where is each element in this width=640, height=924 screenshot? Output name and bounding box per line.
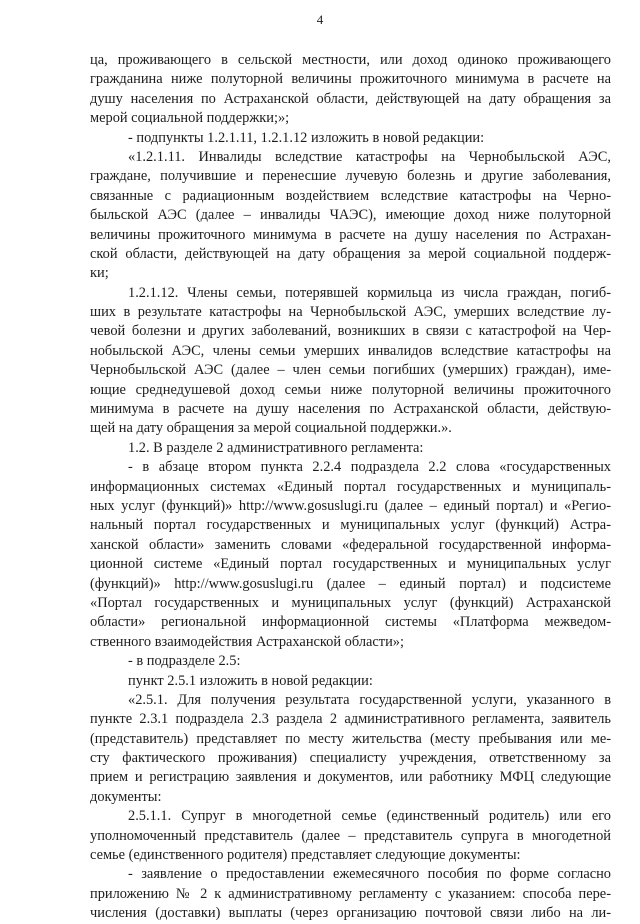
text-line: «2.5.1. Для получения результата государственной услуги, указанного в — [128, 691, 611, 708]
text-line: - в подразделе 2.5: — [128, 653, 241, 670]
text-line: мерой социальной поддержки;»; — [90, 110, 290, 127]
text-line: ющие среднедушевой доход семьи ниже полуторной величины прожиточного — [90, 381, 611, 398]
text-line: прием и регистрацию заявления и документов, или работнику МФЦ следующие — [90, 769, 611, 786]
text-line: 1.2.1.12. Члены семьи, потерявшей кормильца из числа граждан, погиб- — [128, 284, 611, 301]
text-line: связанные с радиационным воздействием вследствие катастрофы на Черно- — [90, 187, 611, 204]
text-line: приложению № 2 к административному регламенту с указанием: способа пере- — [90, 885, 611, 902]
text-line: сту фактического проживания) специалисту учреждения, ответственному за — [90, 750, 611, 767]
text-line: «Портал государственных и муниципальных услуг (функций) Астраханской — [90, 594, 611, 611]
text-line: - в абзаце втором пункта 2.2.4 подраздела 2.2 слова «государственных — [128, 459, 611, 476]
text-line: гражданина ниже полуторной величины прожиточного минимума в расчете на — [90, 71, 611, 88]
text-line: минимума в расчете на душу населения по Астраханской области, действую- — [90, 401, 611, 418]
text-line: ской области, действующей на дату обращения за мерой социальной поддерж- — [90, 245, 611, 262]
text-line: (представитель) представляет по месту жительства (месту пребывания или ме- — [90, 730, 611, 747]
text-line: нобыльской АЭС, члены семьи умерших инвалидов вследствие катастрофы на — [90, 342, 611, 359]
text-line: Чернобыльской АЭС (далее – член семьи погибших (умерших) граждан), име- — [90, 362, 611, 379]
text-line: ханской области» заменить словами «федеральной государственной информа- — [90, 536, 611, 553]
text-line: (функций)» http://www.gosuslugi.ru (далее – единый портал) и подсистеме — [90, 575, 611, 592]
text-line: - подпункты 1.2.1.11, 1.2.1.12 изложить в новой редакции: — [128, 129, 485, 146]
text-line: граждане, получившие и перенесшие лучевую болезнь и другие заболевания, — [90, 168, 611, 185]
text-line: ших в результате катастрофы на Чернобыльской АЭС, умерших вследствие лу- — [90, 304, 611, 321]
text-line: 1.2. В разделе 2 административного регламента: — [128, 439, 424, 456]
text-line: «1.2.1.11. Инвалиды вследствие катастрофы на Чернобыльской АЭС, — [128, 148, 611, 165]
text-line: документы: — [90, 788, 162, 805]
text-line: нальный портал государственных и муниципальных услуг (функций) Астра- — [90, 517, 611, 534]
text-line: информационных системах «Единый портал государственных и муниципаль- — [90, 478, 611, 495]
text-line: ки; — [90, 265, 109, 282]
text-line: быльской АЭС (далее – инвалиды ЧАЭС), имеющие доход ниже полуторной — [90, 207, 611, 224]
text-line: уполномоченный представитель (далее – представитель супруга в многодетной — [90, 827, 611, 844]
text-line: душу населения по Астраханской области, действующей на дату обращения за — [90, 90, 611, 107]
text-line: величины прожиточного минимума в расчете на душу населения по Астрахан- — [90, 226, 611, 243]
text-line: ца, проживающего в сельской местности, или доход одиноко проживающего — [90, 52, 611, 68]
document-body — [90, 51, 611, 924]
text-line: пункт 2.5.1 изложить в новой редакции: — [128, 672, 373, 689]
text-line: - заявление о предоставлении ежемесячного пособия по форме согласно — [128, 866, 611, 883]
text-line: 2.5.1.1. Супруг в многодетной семье (единственный родитель) или его — [128, 808, 611, 825]
text-line: ных услуг (функций)» http://www.gosuslugi.ru (далее – единый портал) и «Регио- — [90, 497, 611, 514]
text-line: ционной системе «Единый портал государственных и муниципальных услуг — [90, 556, 611, 573]
text-line: числения (доставки) выплаты (через организацию почтовой связи либо на ли- — [90, 905, 611, 922]
text-line: пункте 2.3.1 подраздела 2.3 раздела 2 административного регламента, заявитель — [90, 711, 611, 728]
page-number: 4 — [316, 12, 324, 27]
text-line: чевой болезни и других заболеваний, возникших в связи с катастрофой на Чер- — [90, 323, 611, 340]
text-line: ственного взаимодействия Астраханской области»; — [90, 633, 404, 650]
text-line: области» региональной информационной системы «Платформа межведом- — [90, 614, 611, 631]
text-line: щей на дату обращения за мерой социальной поддержки.». — [90, 420, 452, 437]
text-line: семье (единственного родителя) представляет следующие документы: — [90, 847, 521, 864]
